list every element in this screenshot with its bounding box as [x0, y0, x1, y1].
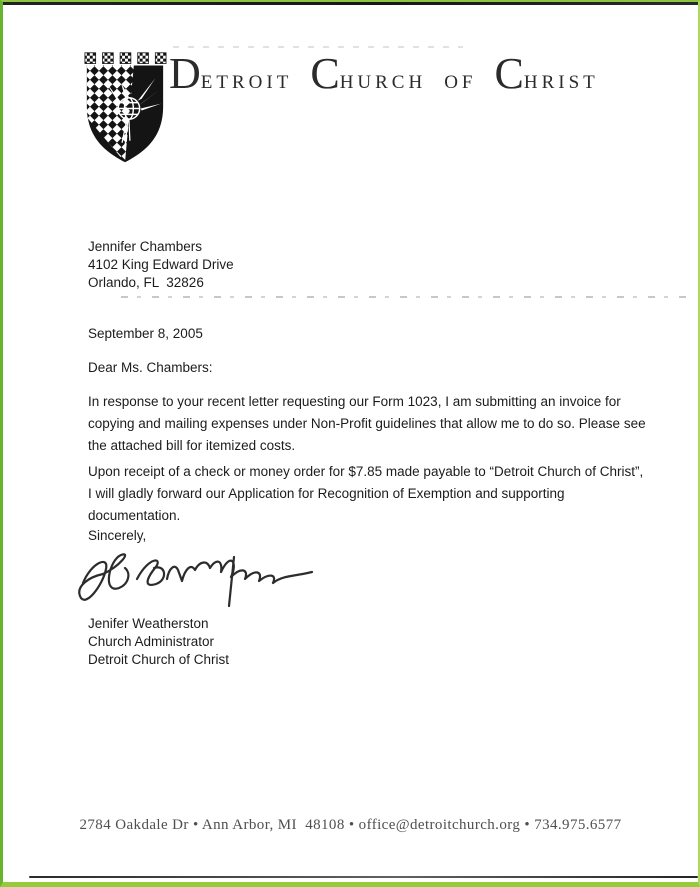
- recipient-street: 4102 King Edward Drive: [88, 257, 234, 272]
- scan-artifact-streak-top: [173, 46, 463, 48]
- title-word-rest: HURCH: [339, 72, 427, 93]
- signer-organization: Detroit Church of Christ: [88, 652, 230, 667]
- title-word-initial: C: [494, 49, 524, 98]
- title-word-initial: D: [169, 49, 201, 98]
- recipient-name: Jennifer Chambers: [88, 239, 203, 254]
- scan-artifact-streak-mid: [121, 296, 694, 298]
- title-word: [444, 52, 476, 96]
- letterhead-title: [169, 49, 649, 98]
- shield-crest-icon: [81, 52, 169, 166]
- handwritten-signature: [69, 543, 321, 621]
- title-word: [494, 49, 599, 98]
- title-word-initial: C: [310, 49, 340, 98]
- letter-footer-contact: 2784 Oakdale Dr • Ann Arbor, MI 48108 • office@detroitchurch.org • 734.975.6577: [79, 817, 622, 833]
- signer-name: Jenifer Weatherston: [88, 616, 209, 631]
- signer-title: Church Administrator: [88, 634, 215, 649]
- signer-block: [88, 615, 229, 669]
- scan-artifact-bottom-edge: [29, 876, 698, 878]
- title-word-rest: HRIST: [523, 72, 599, 93]
- letter-date: September 8, 2005: [88, 326, 203, 341]
- crest-battlement: [85, 53, 166, 64]
- closing: Sincerely,: [88, 528, 147, 543]
- title-word: [310, 49, 427, 98]
- title-word-rest: ETROIT: [200, 72, 293, 93]
- body-paragraph-2: Upon receipt of a check or money order for $7.85 made payable to “Detroit Church of Christ”, I will gladly forward our Application for Recognition of Exemption and supporting documentation.: [88, 464, 644, 523]
- body-paragraph-1: In response to your recent letter requesting our Form 1023, I am submitting an invoice for copying and mailing expenses under Non-Profit guidelines that allow me to do so. Please see the attached bill for itemized costs.: [88, 394, 646, 453]
- title-word-rest: OF: [444, 72, 477, 93]
- recipient-city-state-zip: Orlando, FL 32826: [88, 275, 204, 290]
- title-word: [169, 49, 293, 98]
- salutation: Dear Ms. Chambers:: [88, 360, 213, 375]
- recipient-address-block: [88, 238, 234, 292]
- scan-artifact-top-edge: [3, 2, 698, 5]
